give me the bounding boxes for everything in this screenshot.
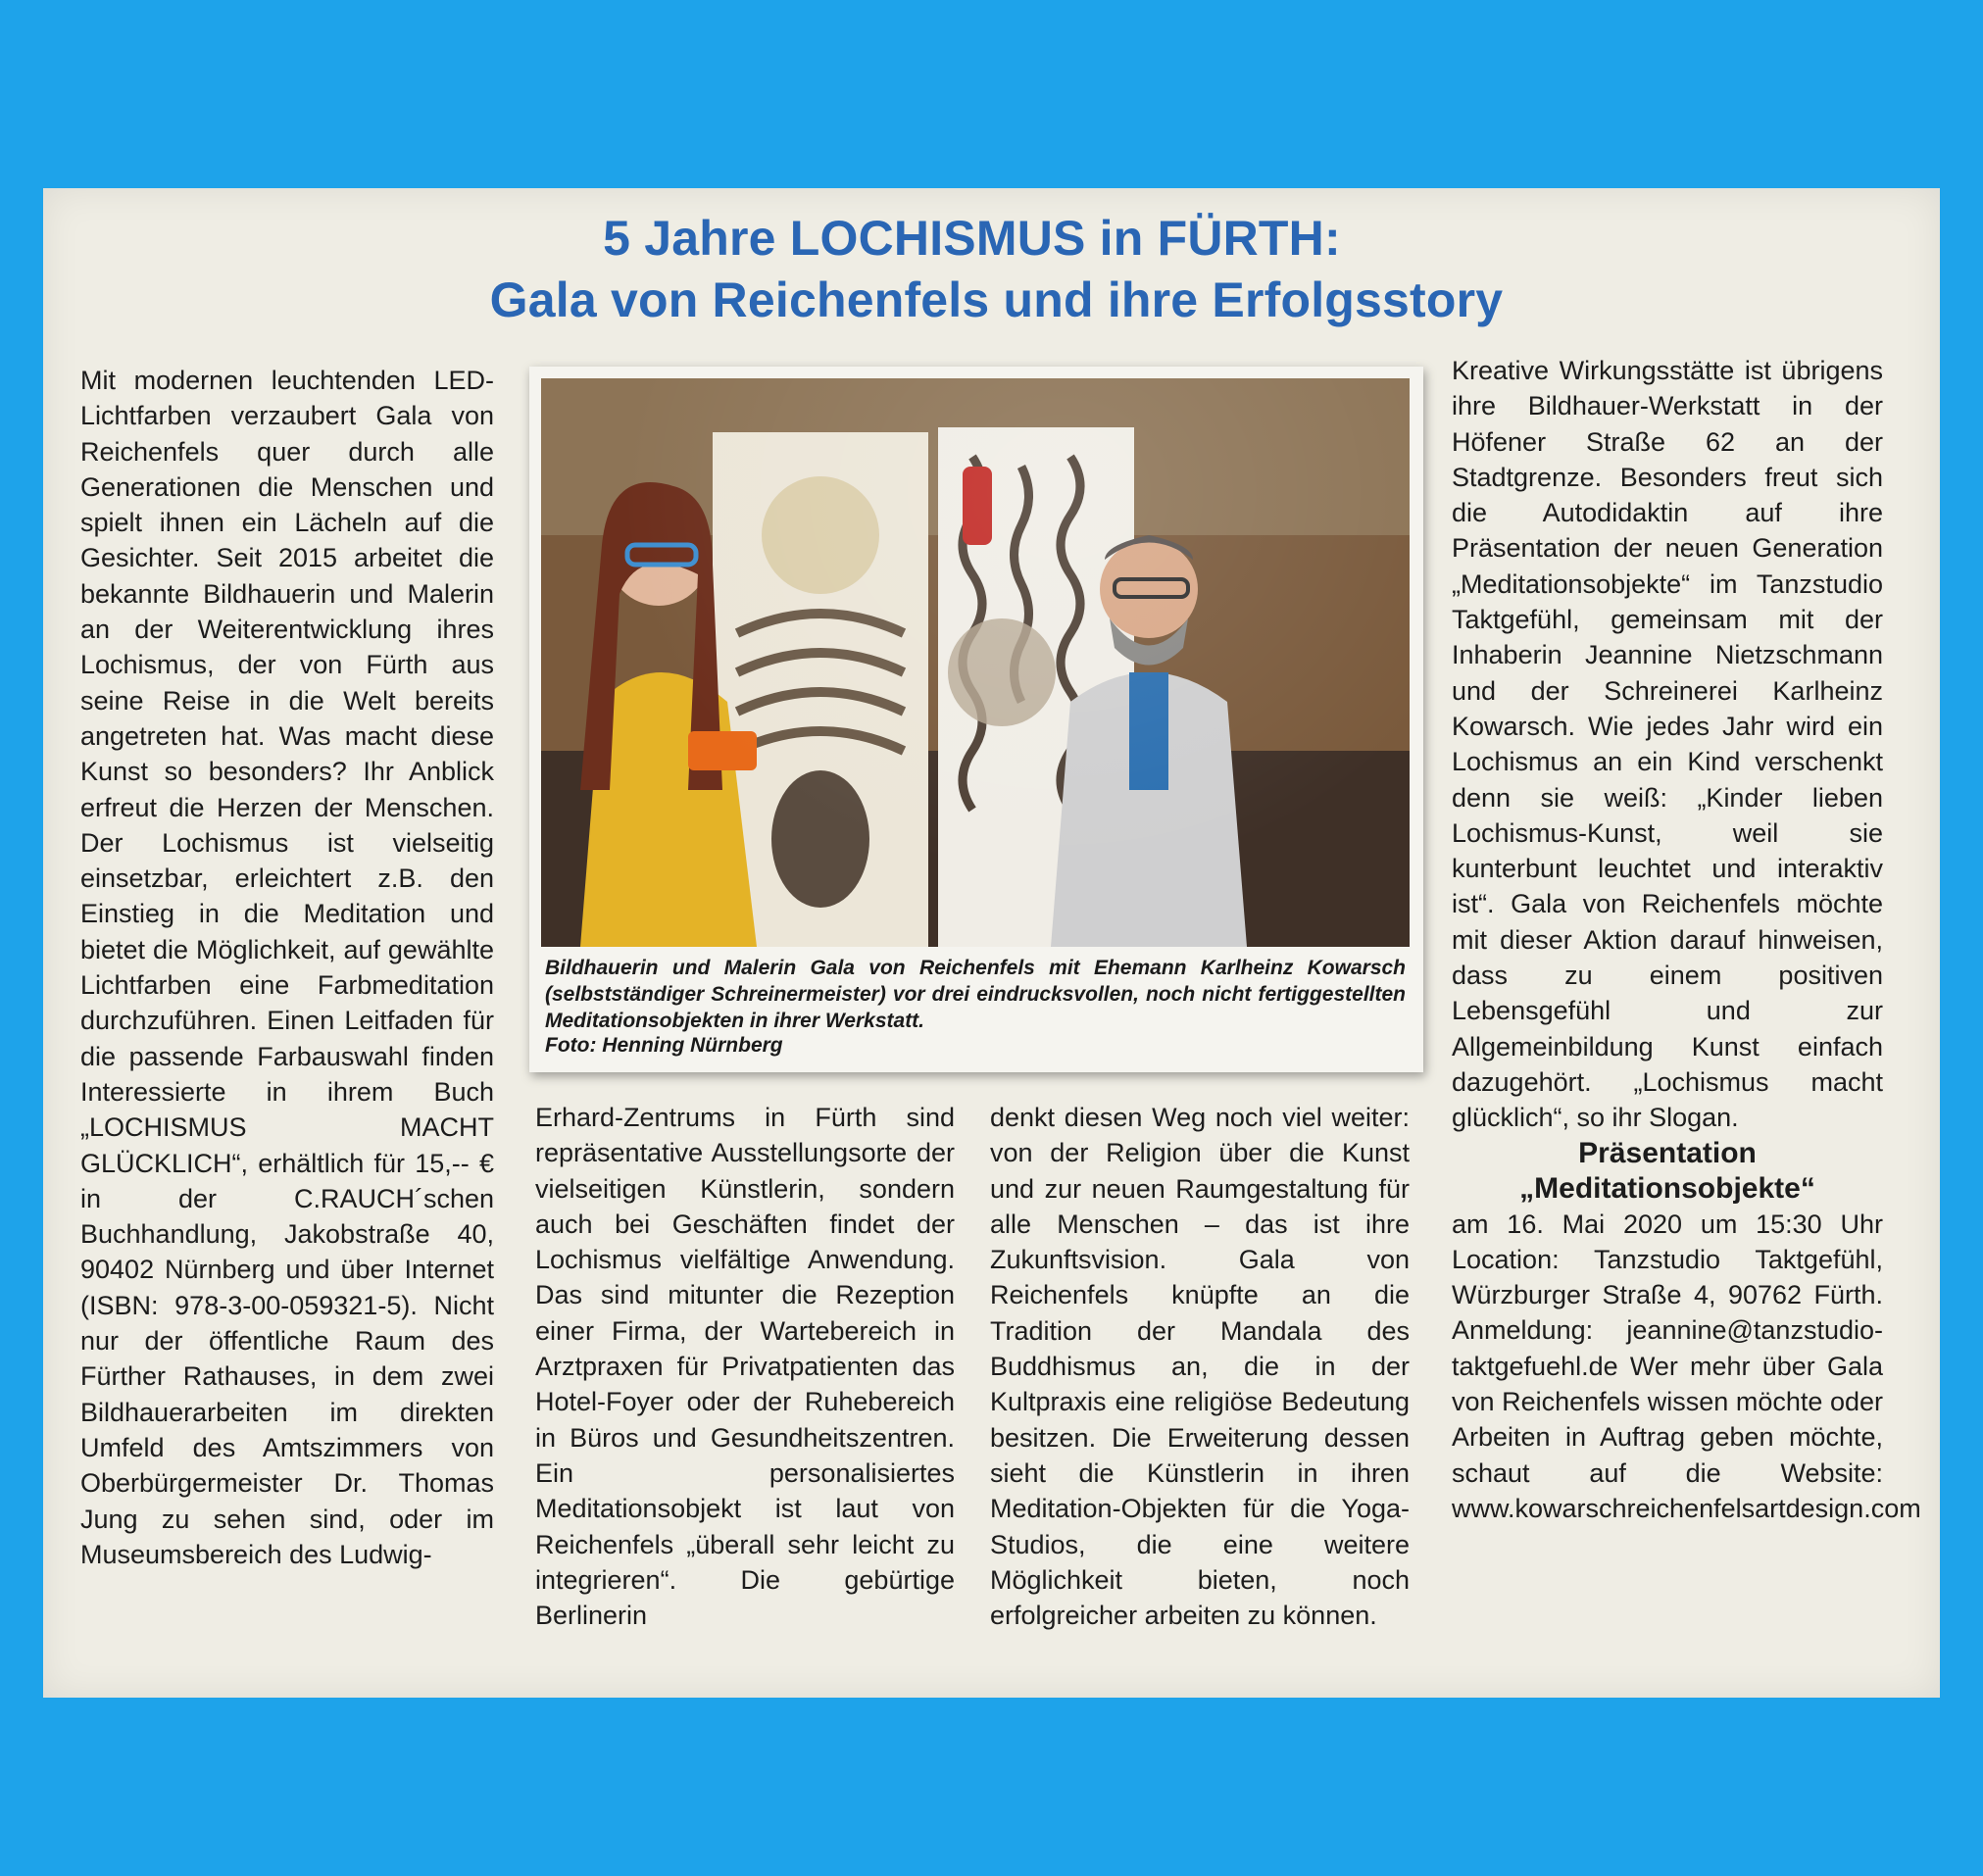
article-column-2 (535, 1100, 955, 1633)
photo-credit: Foto: Henning Nürnberg (545, 1034, 783, 1057)
photo-caption: Bildhauerin und Malerin Gala von Reichenfels mit Ehemann Karlheinz Kowarsch (selbstständiger Schreinermeister) vor drei eindrucksvollen, noch nicht fertiggestellten Meditationsobjekten in ihrer Werkstatt. (545, 957, 1406, 1032)
headline-line-1: 5 Jahre LOCHISMUS in FÜRTH: (603, 211, 1341, 266)
column-4-text: Kreative Wirkungsstätte ist übrigens ihre Bildhauer-Werkstatt in der Höfener Straße 62 an der Stadtgrenze. Besonders freut sich die Autodidaktin auf ihre Präsentation der neuen Generation „Meditationsobjekte“ im Tanzstudio Taktgefühl, gemeinsam mit der Inhaberin Jeannine Nietzschmann und der Schreinerei Karlheinz Kowarsch. Wie jedes Jahr wird ein Lochismus an ein Kind verschenkt denn sie weiß: „Kinder lieben Lochismus-Kunst, weil sie kunterbunt leuchtet und interaktiv ist“. Gala von Reichenfels möchte mit dieser Aktion darauf hinweisen, dass zu einem positiven Lebensgefühl und zur Allgemeinbildung Kunst einfach dazugehört. „Lochismus macht glücklich“, so ihr Slogan. (1452, 356, 1883, 1133)
presentation-title-line-1: Präsentation (1578, 1136, 1757, 1169)
article-column-4 (1452, 353, 1921, 1526)
headline-line-2: Gala von Reichenfels und ihre Erfolgsstory (489, 272, 1504, 327)
column-1-text: Mit modernen leuchtenden LED-Lichtfarben verzaubert Gala von Reichenfels quer durch alle Generationen die Menschen und spielt ihnen ein Lächeln auf die Gesichter. Seit 2015 arbeitet die bekannte Bildhauerin und Malerin an der Weiterentwicklung ihres Lochismus, der von Fürth aus seine Reise in die Welt bereits angetreten hat. Was macht diese Kunst so besonders? Ihr Anblick erfreut die Herzen der Menschen. Der Lochismus ist vielseitig einsetzbar, erleichtert z.B. den Einstieg in die Meditation und bietet die Möglichkeit, auf gewählte Lichtfarben eine Farbmeditation durchzuführen. Einen Leitfaden für die passende Farbauswahl finden Interessierte in ihrem Buch „LOCHISMUS MACHT GLÜCKLICH“, erhältlich für 15,-- € in der C.RAUCH´schen Buchhandlung, Jakobstraße 40, 90402 Nürnberg und über Internet (ISBN: 978-3-00-059321-5). Nicht nur der öffentliche Raum des Fürther Rathauses, in dem zwei Bildhauerarbeiten im direkten Umfeld des Amtszimmers von Oberbürgermeister Dr. Thomas Jung zu sehen sind, oder im Museumsbereich des Ludwig- (80, 366, 494, 1569)
article-photo (541, 378, 1410, 947)
article-column-3 (990, 1100, 1410, 1633)
article-column-1 (80, 363, 494, 1572)
newspaper-page (43, 188, 1940, 1698)
photo-frame (529, 367, 1423, 1072)
presentation-details: am 16. Mai 2020 um 15:30 Uhr Location: Tanzstudio Taktgefühl, Würzburger Straße 4, 90762 Fürth. Anmeldung: jeannine@tanzstudio-taktgefuehl.de Wer mehr über Gala von Reichenfels wissen möchte oder Arbeiten in Auftrag geben möchte, schaut auf die Website: www.kowarschreichenfelsartdesign.com (1452, 1209, 1921, 1523)
column-3-text: denkt diesen Weg noch viel weiter: von der Religion über die Kunst und zur neuen Raumgestaltung für alle Menschen – das ist ihre Zukunftsvision. Gala von Reichenfels knüpfte an die Tradition der Mandala des Buddhismus an, die in der Kultpraxis eine religiöse Bedeutung besitzen. Die Erweiterung dessen sieht die Künstlerin in ihren Meditation-Objekten für die Yoga-Studios, die eine weitere Möglichkeit bieten, noch erfolgreicher arbeiten zu können. (990, 1103, 1410, 1631)
presentation-title-line-2: „Meditationsobjekte“ (1519, 1171, 1815, 1205)
column-2-text: Erhard-Zentrums in Fürth sind repräsentative Ausstellungsorte der vielseitigen Künstlerin, sondern auch bei Geschäften findet der Lochismus vielfältige Anwendung. Das sind mitunter die Rezeption einer Firma, der Wartebereich in Arztpraxen für Privatpatienten das Hotel-Foyer oder der Ruhebereich in Büros und Gesundheitszentren. Ein personalisiertes Meditationsobjekt ist laut von Reichenfels „überall sehr leicht zu integrieren“. Die gebürtige Berlinerin (535, 1103, 955, 1631)
